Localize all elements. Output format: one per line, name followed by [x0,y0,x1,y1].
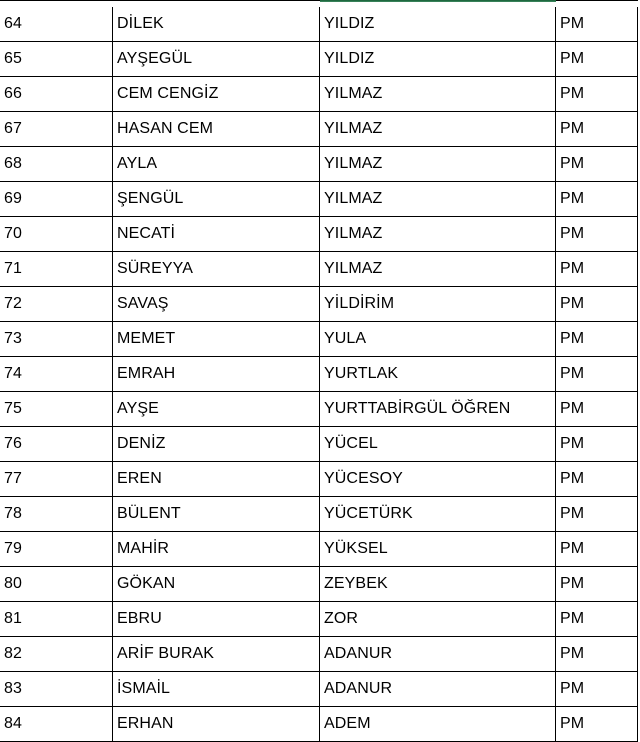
selected-cell-border [320,0,556,2]
first-name-cell[interactable]: NECATİ [113,217,320,252]
table-row [0,427,638,462]
last-name-cell[interactable]: ZOR [320,602,556,637]
table-row [0,707,638,742]
table-row [0,77,638,112]
last-name-cell[interactable]: ADANUR [320,672,556,707]
last-name-cell[interactable]: YILMAZ [320,252,556,287]
last-name-cell[interactable]: YILMAZ [320,112,556,147]
group-cell[interactable]: PM [556,322,638,357]
table-row [0,182,638,217]
group-cell[interactable]: PM [556,532,638,567]
group-cell[interactable]: PM [556,7,638,42]
group-cell[interactable]: PM [556,147,638,182]
table-row [0,532,638,567]
first-name-cell[interactable]: MAHİR [113,532,320,567]
last-name-cell[interactable]: YULA [320,322,556,357]
last-name-cell[interactable]: ADEM [320,707,556,742]
last-name-cell[interactable]: YÜCESOY [320,462,556,497]
table-row [0,322,638,357]
row-number-cell[interactable]: 68 [0,147,113,182]
row-number-cell[interactable]: 65 [0,42,113,77]
row-number-cell[interactable]: 72 [0,287,113,322]
first-name-cell[interactable]: ERHAN [113,707,320,742]
group-cell[interactable]: PM [556,427,638,462]
table-row [0,497,638,532]
group-cell[interactable]: PM [556,497,638,532]
row-number-cell[interactable]: 71 [0,252,113,287]
last-name-cell[interactable]: YILMAZ [320,182,556,217]
last-name-cell[interactable]: YURTTABİRGÜL ÖĞREN [320,392,556,427]
group-cell[interactable]: PM [556,637,638,672]
group-cell[interactable]: PM [556,707,638,742]
row-number-cell[interactable]: 77 [0,462,113,497]
first-name-cell[interactable]: GÖKAN [113,567,320,602]
row-number-cell[interactable]: 74 [0,357,113,392]
table-row [0,252,638,287]
group-cell[interactable]: PM [556,112,638,147]
first-name-cell[interactable]: EBRU [113,602,320,637]
group-cell[interactable]: PM [556,287,638,322]
last-name-cell[interactable]: YILMAZ [320,77,556,112]
row-number-cell[interactable]: 66 [0,77,113,112]
table-row [0,147,638,182]
row-number-cell[interactable]: 79 [0,532,113,567]
last-name-cell[interactable]: YILMAZ [320,147,556,182]
table-row [0,217,638,252]
first-name-cell[interactable]: HASAN CEM [113,112,320,147]
first-name-cell[interactable]: EMRAH [113,357,320,392]
last-name-cell[interactable]: YILMAZ [320,217,556,252]
group-cell[interactable]: PM [556,217,638,252]
last-name-cell[interactable]: YÜCEL [320,427,556,462]
first-name-cell[interactable]: BÜLENT [113,497,320,532]
last-name-cell[interactable]: YURTLAK [320,357,556,392]
group-cell[interactable]: PM [556,182,638,217]
table-row [0,112,638,147]
row-number-cell[interactable]: 81 [0,602,113,637]
table-row [0,602,638,637]
last-name-cell[interactable]: YÜKSEL [320,532,556,567]
first-name-cell[interactable]: CEM CENGİZ [113,77,320,112]
first-name-cell[interactable]: ŞENGÜL [113,182,320,217]
last-name-cell[interactable]: ZEYBEK [320,567,556,602]
first-name-cell[interactable]: SÜREYYA [113,252,320,287]
group-cell[interactable]: PM [556,392,638,427]
table-row [0,637,638,672]
table-row [0,462,638,497]
first-name-cell[interactable]: AYLA [113,147,320,182]
last-name-cell[interactable]: YILDIZ [320,7,556,42]
group-cell[interactable]: PM [556,672,638,707]
table-row [0,567,638,602]
last-name-cell[interactable]: YILDIZ [320,42,556,77]
group-cell[interactable]: PM [556,357,638,392]
group-cell[interactable]: PM [556,462,638,497]
table-row [0,672,638,707]
first-name-cell[interactable]: AYŞE [113,392,320,427]
row-number-cell[interactable]: 64 [0,7,113,42]
first-name-cell[interactable]: SAVAŞ [113,287,320,322]
table-row [0,392,638,427]
row-number-cell[interactable]: 75 [0,392,113,427]
first-name-cell[interactable]: AYŞEGÜL [113,42,320,77]
first-name-cell[interactable]: DİLEK [113,7,320,42]
group-cell[interactable]: PM [556,567,638,602]
table-row [0,287,638,322]
first-name-cell[interactable]: İSMAİL [113,672,320,707]
row-number-cell[interactable]: 76 [0,427,113,462]
row-number-cell[interactable]: 80 [0,567,113,602]
row-number-cell[interactable]: 70 [0,217,113,252]
row-number-cell[interactable]: 82 [0,637,113,672]
table-row [0,7,638,42]
row-number-cell[interactable]: 69 [0,182,113,217]
last-name-cell[interactable]: ADANUR [320,637,556,672]
last-name-cell[interactable]: YÜCETÜRK [320,497,556,532]
table-row [0,42,638,77]
group-cell[interactable]: PM [556,252,638,287]
first-name-cell[interactable]: MEMET [113,322,320,357]
group-cell[interactable]: PM [556,42,638,77]
first-name-cell[interactable]: DENİZ [113,427,320,462]
first-name-cell[interactable]: ARİF BURAK [113,637,320,672]
row-number-cell[interactable]: 84 [0,707,113,742]
row-number-cell[interactable]: 67 [0,112,113,147]
row-number-cell[interactable]: 78 [0,497,113,532]
table-row [0,357,638,392]
group-cell[interactable]: PM [556,602,638,637]
row-number-cell[interactable]: 83 [0,672,113,707]
row-number-cell[interactable]: 73 [0,322,113,357]
group-cell[interactable]: PM [556,77,638,112]
first-name-cell[interactable]: EREN [113,462,320,497]
last-name-cell[interactable]: YİLDİRİM [320,287,556,322]
